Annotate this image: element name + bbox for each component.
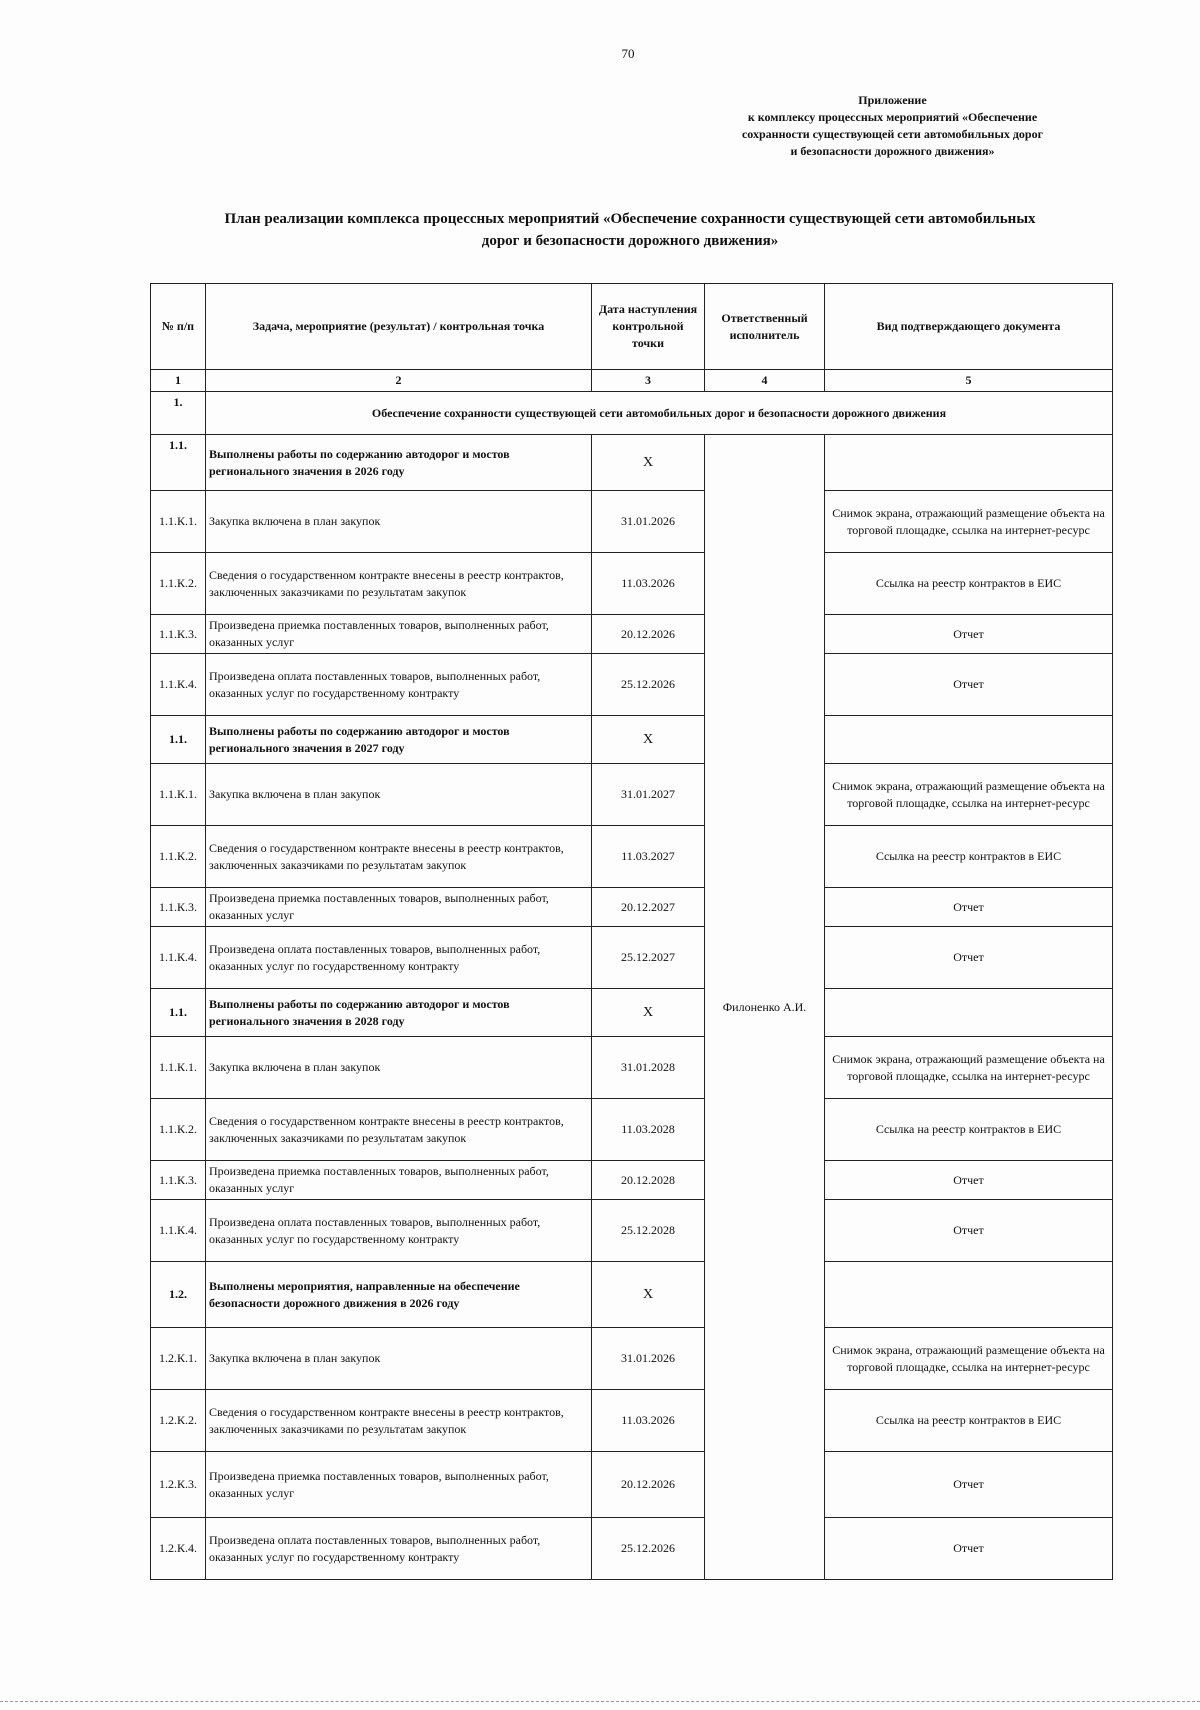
appendix-line: сохранности существующей сети автомобильных дорог bbox=[741, 127, 1044, 141]
checkpoint-description: Произведена оплата поставленных товаров, выполненных работ, оказанных услуг по государственному контракту bbox=[206, 654, 592, 716]
document-title-line: дорог и безопасности дорожного движения» bbox=[481, 233, 779, 249]
checkpoint-row bbox=[151, 1452, 1113, 1518]
checkpoint-description: Произведена оплата поставленных товаров, выполненных работ, оказанных услуг по государственному контракту bbox=[206, 927, 592, 989]
row-number: 1.1.К.4. bbox=[151, 654, 206, 716]
checkpoint-description: Произведена приемка поставленных товаров, выполненных работ, оказанных услуг bbox=[206, 1452, 592, 1518]
confirming-document: Снимок экрана, отражающий размещение объекта на торговой площадке, ссылка на интернет-ресурс bbox=[825, 1328, 1113, 1390]
row-number: 1.1.К.2. bbox=[151, 826, 206, 888]
checkpoint-date: 31.01.2026 bbox=[592, 1328, 705, 1390]
checkpoint-date: 20.12.2028 bbox=[592, 1161, 705, 1200]
row-number: 1.2.К.2. bbox=[151, 1390, 206, 1452]
date-not-applicable: X bbox=[592, 435, 705, 491]
confirming-document: Снимок экрана, отражающий размещение объекта на торговой площадке, ссылка на интернет-ресурс bbox=[825, 491, 1113, 553]
confirming-document: Отчет bbox=[825, 888, 1113, 927]
row-number: 1.2.К.3. bbox=[151, 1452, 206, 1518]
plan-table bbox=[150, 283, 1113, 1580]
confirming-document: Снимок экрана, отражающий размещение объекта на торговой площадке, ссылка на интернет-ресурс bbox=[825, 1037, 1113, 1099]
task-description: Выполнены работы по содержанию автодорог и мостов регионального значения в 2027 году bbox=[206, 716, 592, 764]
appendix-line: и безопасности дорожного движения» bbox=[790, 144, 995, 158]
checkpoint-date: 11.03.2028 bbox=[592, 1099, 705, 1161]
checkpoint-row bbox=[151, 1390, 1113, 1452]
column-number-row bbox=[151, 370, 1113, 392]
checkpoint-description: Закупка включена в план закупок bbox=[206, 491, 592, 553]
confirming-document: Отчет bbox=[825, 1518, 1113, 1580]
checkpoint-row bbox=[151, 1328, 1113, 1390]
checkpoint-date: 31.01.2028 bbox=[592, 1037, 705, 1099]
checkpoint-date: 11.03.2026 bbox=[592, 1390, 705, 1452]
confirming-document: Отчет bbox=[825, 1200, 1113, 1262]
scan-edge-line bbox=[0, 1701, 1200, 1702]
checkpoint-row bbox=[151, 1200, 1113, 1262]
row-number: 1.2.К.1. bbox=[151, 1328, 206, 1390]
checkpoint-description: Сведения о государственном контракте внесены в реестр контрактов, заключенных заказчиками по результатам закупок bbox=[206, 1390, 592, 1452]
checkpoint-description: Сведения о государственном контракте внесены в реестр контрактов, заключенных заказчиками по результатам закупок bbox=[206, 826, 592, 888]
page-number: 70 bbox=[621, 46, 635, 61]
confirming-document: Ссылка на реестр контрактов в ЕИС bbox=[825, 826, 1113, 888]
confirming-document bbox=[825, 989, 1113, 1037]
confirming-document bbox=[825, 716, 1113, 764]
header-task: Задача, мероприятие (результат) / контрольная точка bbox=[206, 284, 592, 370]
column-number: 5 bbox=[825, 370, 1113, 392]
task-row bbox=[151, 716, 1113, 764]
checkpoint-row bbox=[151, 764, 1113, 826]
row-number: 1.2. bbox=[151, 1262, 206, 1328]
task-row bbox=[151, 435, 1113, 491]
header-row bbox=[151, 284, 1113, 370]
checkpoint-row bbox=[151, 826, 1113, 888]
checkpoint-date: 20.12.2027 bbox=[592, 888, 705, 927]
checkpoint-date: 20.12.2026 bbox=[592, 1452, 705, 1518]
row-number: 1.2.К.4. bbox=[151, 1518, 206, 1580]
row-number: 1.1.К.1. bbox=[151, 491, 206, 553]
confirming-document: Ссылка на реестр контрактов в ЕИС bbox=[825, 1099, 1113, 1161]
checkpoint-row bbox=[151, 491, 1113, 553]
section-number: 1. bbox=[151, 392, 206, 435]
checkpoint-row bbox=[151, 1099, 1113, 1161]
row-number: 1.1.К.2. bbox=[151, 553, 206, 615]
checkpoint-description: Произведена оплата поставленных товаров, выполненных работ, оказанных услуг по государственному контракту bbox=[206, 1518, 592, 1580]
checkpoint-date: 20.12.2026 bbox=[592, 615, 705, 654]
column-number: 3 bbox=[592, 370, 705, 392]
header-num: № п/п bbox=[151, 284, 206, 370]
checkpoint-description: Сведения о государственном контракте внесены в реестр контрактов, заключенных заказчиками по результатам закупок bbox=[206, 1099, 592, 1161]
checkpoint-date: 11.03.2026 bbox=[592, 553, 705, 615]
section-title: Обеспечение сохранности существующей сети автомобильных дорог и безопасности дорожного движения bbox=[206, 392, 1113, 435]
row-number: 1.1.К.3. bbox=[151, 1161, 206, 1200]
checkpoint-date: 25.12.2026 bbox=[592, 654, 705, 716]
header-responsible: Ответственный исполнитель bbox=[705, 284, 825, 370]
confirming-document: Отчет bbox=[825, 1452, 1113, 1518]
row-number: 1.1.К.1. bbox=[151, 1037, 206, 1099]
document-title bbox=[160, 208, 1100, 252]
appendix-title: Приложение bbox=[858, 93, 927, 107]
checkpoint-row bbox=[151, 927, 1113, 989]
date-not-applicable: X bbox=[592, 989, 705, 1037]
date-not-applicable: X bbox=[592, 716, 705, 764]
column-number: 1 bbox=[151, 370, 206, 392]
column-number: 2 bbox=[206, 370, 592, 392]
checkpoint-date: 25.12.2028 bbox=[592, 1200, 705, 1262]
confirming-document: Отчет bbox=[825, 615, 1113, 654]
confirming-document: Отчет bbox=[825, 654, 1113, 716]
confirming-document: Снимок экрана, отражающий размещение объекта на торговой площадке, ссылка на интернет-ресурс bbox=[825, 764, 1113, 826]
checkpoint-description: Произведена оплата поставленных товаров, выполненных работ, оказанных услуг по государственному контракту bbox=[206, 1200, 592, 1262]
checkpoint-row bbox=[151, 1518, 1113, 1580]
row-number: 1.1.К.4. bbox=[151, 927, 206, 989]
row-number: 1.1.К.3. bbox=[151, 615, 206, 654]
column-number: 4 bbox=[705, 370, 825, 392]
confirming-document: Отчет bbox=[825, 927, 1113, 989]
date-not-applicable: X bbox=[592, 1262, 705, 1328]
row-number: 1.1. bbox=[151, 435, 206, 491]
checkpoint-date: 25.12.2027 bbox=[592, 927, 705, 989]
checkpoint-date: 31.01.2026 bbox=[592, 491, 705, 553]
confirming-document: Ссылка на реестр контрактов в ЕИС bbox=[825, 553, 1113, 615]
task-row bbox=[151, 1262, 1113, 1328]
checkpoint-row bbox=[151, 654, 1113, 716]
confirming-document: Ссылка на реестр контрактов в ЕИС bbox=[825, 1390, 1113, 1452]
task-description: Выполнены мероприятия, направленные на обеспечение безопасности дорожного движения в 2026 году bbox=[206, 1262, 592, 1328]
confirming-document bbox=[825, 1262, 1113, 1328]
checkpoint-description: Сведения о государственном контракте внесены в реестр контрактов, заключенных заказчиками по результатам закупок bbox=[206, 553, 592, 615]
checkpoint-description: Произведена приемка поставленных товаров, выполненных работ, оказанных услуг bbox=[206, 615, 592, 654]
checkpoint-description: Закупка включена в план закупок bbox=[206, 1037, 592, 1099]
checkpoint-description: Произведена приемка поставленных товаров, выполненных работ, оказанных услуг bbox=[206, 888, 592, 927]
row-number: 1.1.К.1. bbox=[151, 764, 206, 826]
checkpoint-row bbox=[151, 888, 1113, 927]
document-title-line: План реализации комплекса процессных мероприятий «Обеспечение сохранности существующей сети автомобильных bbox=[224, 211, 1036, 227]
confirming-document: Отчет bbox=[825, 1161, 1113, 1200]
checkpoint-date: 11.03.2027 bbox=[592, 826, 705, 888]
appendix-header bbox=[655, 92, 1130, 160]
checkpoint-date: 25.12.2026 bbox=[592, 1518, 705, 1580]
task-description: Выполнены работы по содержанию автодорог и мостов регионального значения в 2028 году bbox=[206, 989, 592, 1037]
row-number: 1.1.К.3. bbox=[151, 888, 206, 927]
header-date: Дата наступления контрольной точки bbox=[592, 284, 705, 370]
task-description: Выполнены работы по содержанию автодорог и мостов регионального значения в 2026 году bbox=[206, 435, 592, 491]
section-row bbox=[151, 392, 1113, 435]
row-number: 1.1.К.2. bbox=[151, 1099, 206, 1161]
appendix-line: к комплексу процессных мероприятий «Обеспечение bbox=[747, 110, 1038, 124]
row-number: 1.1. bbox=[151, 716, 206, 764]
row-number: 1.1.К.4. bbox=[151, 1200, 206, 1262]
header-document: Вид подтверждающего документа bbox=[825, 284, 1113, 370]
checkpoint-row bbox=[151, 1037, 1113, 1099]
checkpoint-description: Закупка включена в план закупок bbox=[206, 1328, 592, 1390]
checkpoint-row bbox=[151, 615, 1113, 654]
checkpoint-description: Закупка включена в план закупок bbox=[206, 764, 592, 826]
responsible-executor: Филоненко А.И. bbox=[705, 435, 825, 1580]
checkpoint-date: 31.01.2027 bbox=[592, 764, 705, 826]
row-number: 1.1. bbox=[151, 989, 206, 1037]
checkpoint-row bbox=[151, 1161, 1113, 1200]
checkpoint-description: Произведена приемка поставленных товаров, выполненных работ, оказанных услуг bbox=[206, 1161, 592, 1200]
task-row bbox=[151, 989, 1113, 1037]
confirming-document bbox=[825, 435, 1113, 491]
checkpoint-row bbox=[151, 553, 1113, 615]
